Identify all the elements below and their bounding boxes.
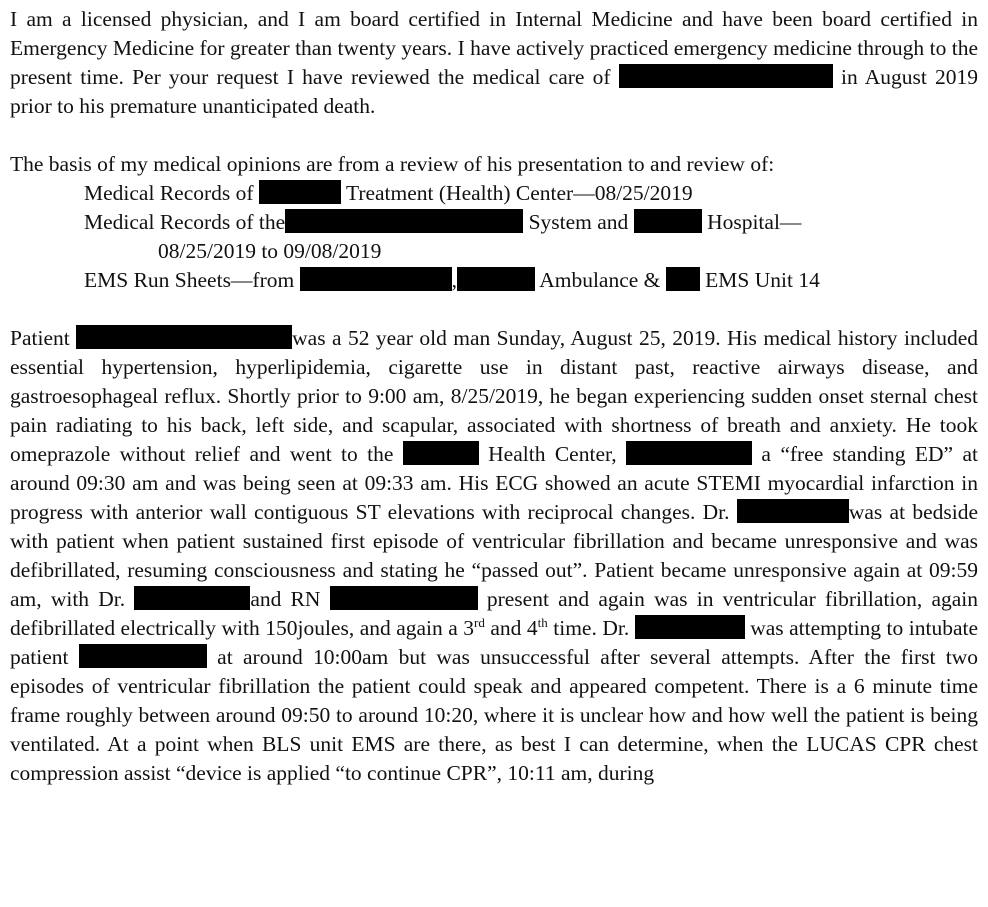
narrative-text: time. Dr. (553, 616, 630, 640)
record-item-3 (10, 266, 978, 295)
record-2-label: Medical Records of the (84, 210, 286, 234)
record-3-label: EMS Run Sheets—from (84, 268, 295, 292)
narrative-text: was attempting to intubate patient (10, 616, 979, 669)
narrative-text: at around 10:00am but was unsuccessful after several attempts. After the first two episodes of ventricular fibrillation the patient could speak and appeared competent. There is a 6 minute time frame roughly between around 09:50 to around 10:20, where it is unclear how and how well the patient is being ventilated. At a point when BLS unit EMS are there, as best I can determine, when the LUCAS CPR chest compression assist “device is applied “to continue CPR”, 10:11 am, during (10, 645, 979, 785)
narrative-paragraph (10, 324, 978, 788)
redaction-patient-name (619, 64, 833, 88)
record-2-system: System and (528, 210, 629, 234)
narrative-text: Health Center, (488, 442, 617, 466)
record-item-2 (10, 208, 978, 237)
redaction-location (626, 441, 752, 465)
redaction-ems-3 (666, 267, 700, 291)
redaction-doctor-name (134, 586, 250, 610)
intro-text-1: I am a licensed physician, and I am board certified in Internal Medicine and have been board certified in Emergency Medicine for greater than twenty years. I have actively practiced emergency medicine through to the present time. Per your request I have reviewed the medical care of (10, 7, 978, 89)
redaction-hospital-name (634, 209, 702, 233)
record-1-label: Medical Records of (84, 181, 254, 205)
record-3-ambulance: Ambulance & (539, 268, 661, 292)
intro-paragraph (10, 5, 978, 121)
narrative-text: and RN (250, 587, 321, 611)
narrative-text: a “free standing ED” at around 09:30 am and was being seen at 09:33 am. His ECG showed an acute STEMI myocardial infarction in progress with anterior wall contiguous ST elevations with reciprocal changes. Dr. (10, 442, 978, 524)
record-3-comma: , (451, 268, 457, 292)
narrative-text: and 4 (490, 616, 538, 640)
redaction-system-name (285, 209, 523, 233)
record-item-1 (10, 179, 978, 208)
basis-section (10, 150, 978, 295)
narrative-text: was a 52 year old man Sunday, August 25, 2019. His medical history included essential hypertension, hyperlipidemia, cigarette use in distant past, reactive airways disease, and gastroesophageal reflux. Shortly prior to 9:00 am, 8/25/2019, he began experiencing sudden onset sternal chest pain radiating to his back, left side, and scapular, associated with shortness of breath and anxiety. He took omeprazole without relief and went to the (10, 326, 979, 466)
redaction-nurse-name (330, 586, 478, 610)
record-3-unit: EMS Unit 14 (705, 268, 820, 292)
redaction-doctor-name (635, 615, 745, 639)
basis-heading: The basis of my medical opinions are from a review of his presentation to and review of: (10, 152, 775, 176)
paragraph-spacer (10, 295, 978, 324)
redaction-health-center (403, 441, 479, 465)
redaction-ems-1 (300, 267, 452, 291)
redaction-patient-name (76, 325, 292, 349)
paragraph-spacer (10, 121, 978, 150)
narrative-text: present and again was in ventricular fibrillation, again defibrillated electrically with 150joules, and again a 3 (10, 587, 979, 640)
superscript-rd: rd (474, 615, 485, 630)
redaction-facility-1 (259, 180, 341, 204)
record-2-hospital: Hospital— (707, 210, 802, 234)
redaction-ems-2 (457, 267, 535, 291)
narrative-text: was at bedside with patient when patient sustained first episode of ventricular fibrillation and became unresponsive and was defibrillated, resuming consciousness and stating he “passed out”. Patient became unresponsive again at 09:59 am, with Dr. (10, 500, 978, 611)
document-page (10, 5, 978, 788)
intro-text-2: in August 2019 prior to his premature unanticipated death. (10, 65, 979, 118)
redaction-doctor-name (737, 499, 849, 523)
superscript-th: th (537, 615, 548, 630)
narrative-text: Patient (10, 326, 70, 350)
redaction-patient-name (79, 644, 207, 668)
record-item-2-dates: 08/25/2019 to 09/08/2019 (158, 239, 382, 263)
record-1-detail: Treatment (Health) Center—08/25/2019 (345, 181, 693, 205)
